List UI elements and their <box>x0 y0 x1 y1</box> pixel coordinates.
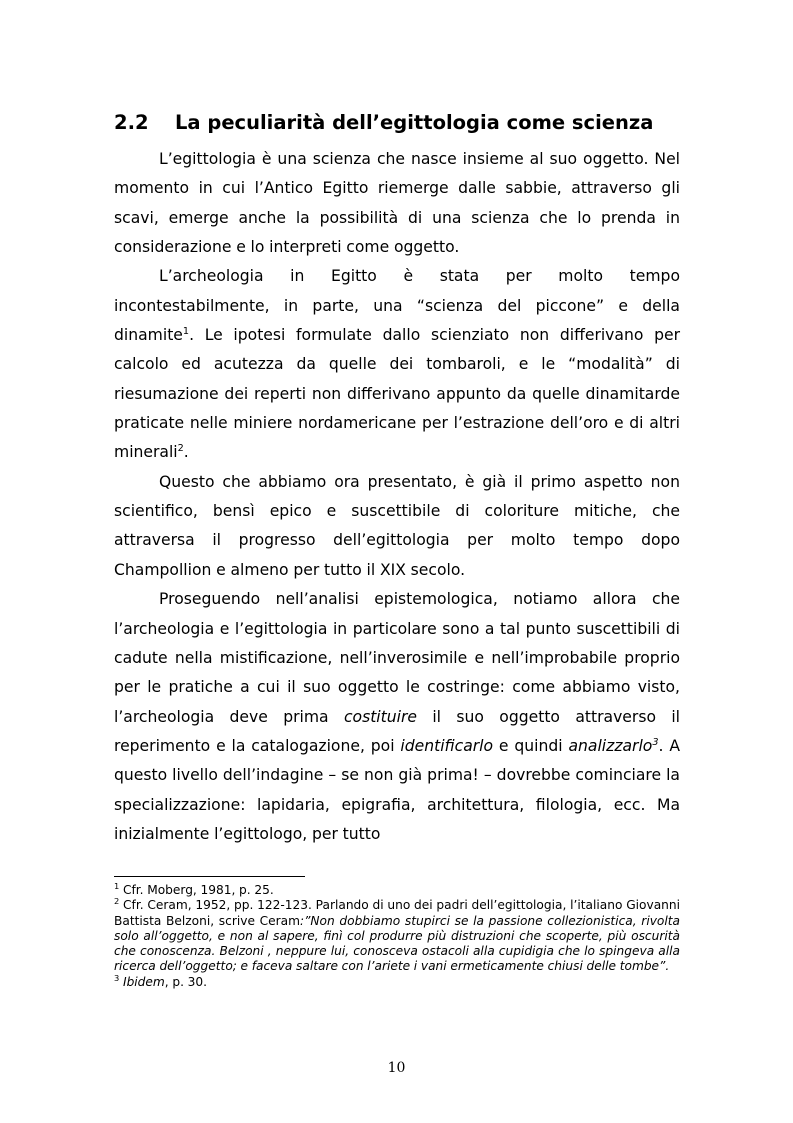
italic-run: identificarlo <box>400 736 494 755</box>
section-number: 2.2 <box>114 111 149 134</box>
text-run: L’egittologia è una scienza che nasce insieme al suo oggetto. Nel momento in cui l’Antico Egitto riemerge dalle sabbie, attraverso gli scavi, emerge anche la possibilità di una scienza che lo prenda in considerazione e lo interpreti come oggetto. <box>114 150 680 257</box>
text-run: . A questo livello dell’indagine – se non già prima! – dovrebbe cominciare la specializzazione: lapidaria, epigrafia, architettura, filologia, ecc. Ma inizialmente l’egittologo, per tutto <box>114 736 680 843</box>
footnote <box>114 880 680 898</box>
text-run: Cfr. Moberg, 1981, p. 25. <box>119 883 274 897</box>
text-run: Questo che abbiamo ora presentato, è già il primo aspetto non scientifico, bensì epico e suscettibile di coloriture mitiche, che attraversa il progresso dell’egittologia per molto tempo dopo Champollion e almeno per tutto il XIX secolo. <box>114 472 680 579</box>
body-text <box>114 145 680 849</box>
footnote-number: 2 <box>114 896 120 907</box>
text-run: il suo oggetto attraverso il reperimento e la catalogazione, poi <box>114 707 681 755</box>
footnote-separator <box>114 876 305 877</box>
italic-run: analizzarlo <box>568 736 653 755</box>
paragraph <box>114 262 680 467</box>
footnote <box>114 898 680 974</box>
footnote-text <box>119 883 273 897</box>
text-run: Proseguendo nell’analisi epistemologica, notiamo allora che l’archeologia e l’egittologia in particolare sono a tal punto suscettibili di cadute nella mistificazione, nell’inverosimile e nell’improbabile proprio per le pratiche a cui il suo oggetto le costringe: come abbiamo visto, l’archeologia deve prima <box>114 590 680 726</box>
italic-run: :”Non dobbiamo stupirci se la passione collezionistica, rivolta solo all’oggetto, e non al sapere, finì col produrre più distruzioni che scoperte, più oscurità che conoscenza. Belzoni , neppure lui, conosceva ostacoli alla cupidigia che lo spingeva alla ricerca dell’oggetto; e faceva saltare con l’ariete i vani ermeticamente chiusi delle tombe”. <box>114 913 681 974</box>
text-run: . <box>183 443 189 462</box>
page-number: 10 <box>387 1060 406 1076</box>
footnote-text <box>114 898 680 973</box>
text-run: . Le ipotesi formulate dallo scienziato non differivano per calcolo ed acutezza da quelle dei tombaroli, e le “modalità” di riesumazione dei reperti non differivano appunto da quelle dinamitarde praticate nelle miniere nordamericane per l’estrazione dell’oro e di altri minerali <box>114 326 680 462</box>
footnote-text <box>119 975 207 989</box>
section-heading <box>114 109 653 137</box>
text-run: e quindi <box>493 736 569 755</box>
paragraph <box>114 468 680 585</box>
paragraph <box>114 585 680 849</box>
footnote-number: 1 <box>114 880 120 891</box>
footnote-number: 3 <box>114 972 120 983</box>
footnote <box>114 972 680 990</box>
text-run: Cfr. Ceram, 1952, pp. 122-123. Parlando di uno dei padri dell’egittologia, l’italiano Giovanni Battista Belzoni, scrive Ceram <box>114 898 680 928</box>
section-title: La peculiarità dell’egittologia come scienza <box>175 111 654 134</box>
text-run: , p. 30. <box>164 974 208 989</box>
footnote-reference-number: 3 <box>652 736 659 748</box>
italic-run: costituire <box>343 707 417 726</box>
paragraph <box>114 145 680 262</box>
footnotes <box>114 880 681 990</box>
footnote-reference: 1 <box>182 325 190 337</box>
footnote-reference: 2 <box>177 443 184 455</box>
italic-run: Ibidem <box>122 974 165 989</box>
text-run: L’archeologia in Egitto è stata per molto tempo incontestabilmente, in parte, una “scienza del piccone” e della dinamite <box>114 267 680 345</box>
